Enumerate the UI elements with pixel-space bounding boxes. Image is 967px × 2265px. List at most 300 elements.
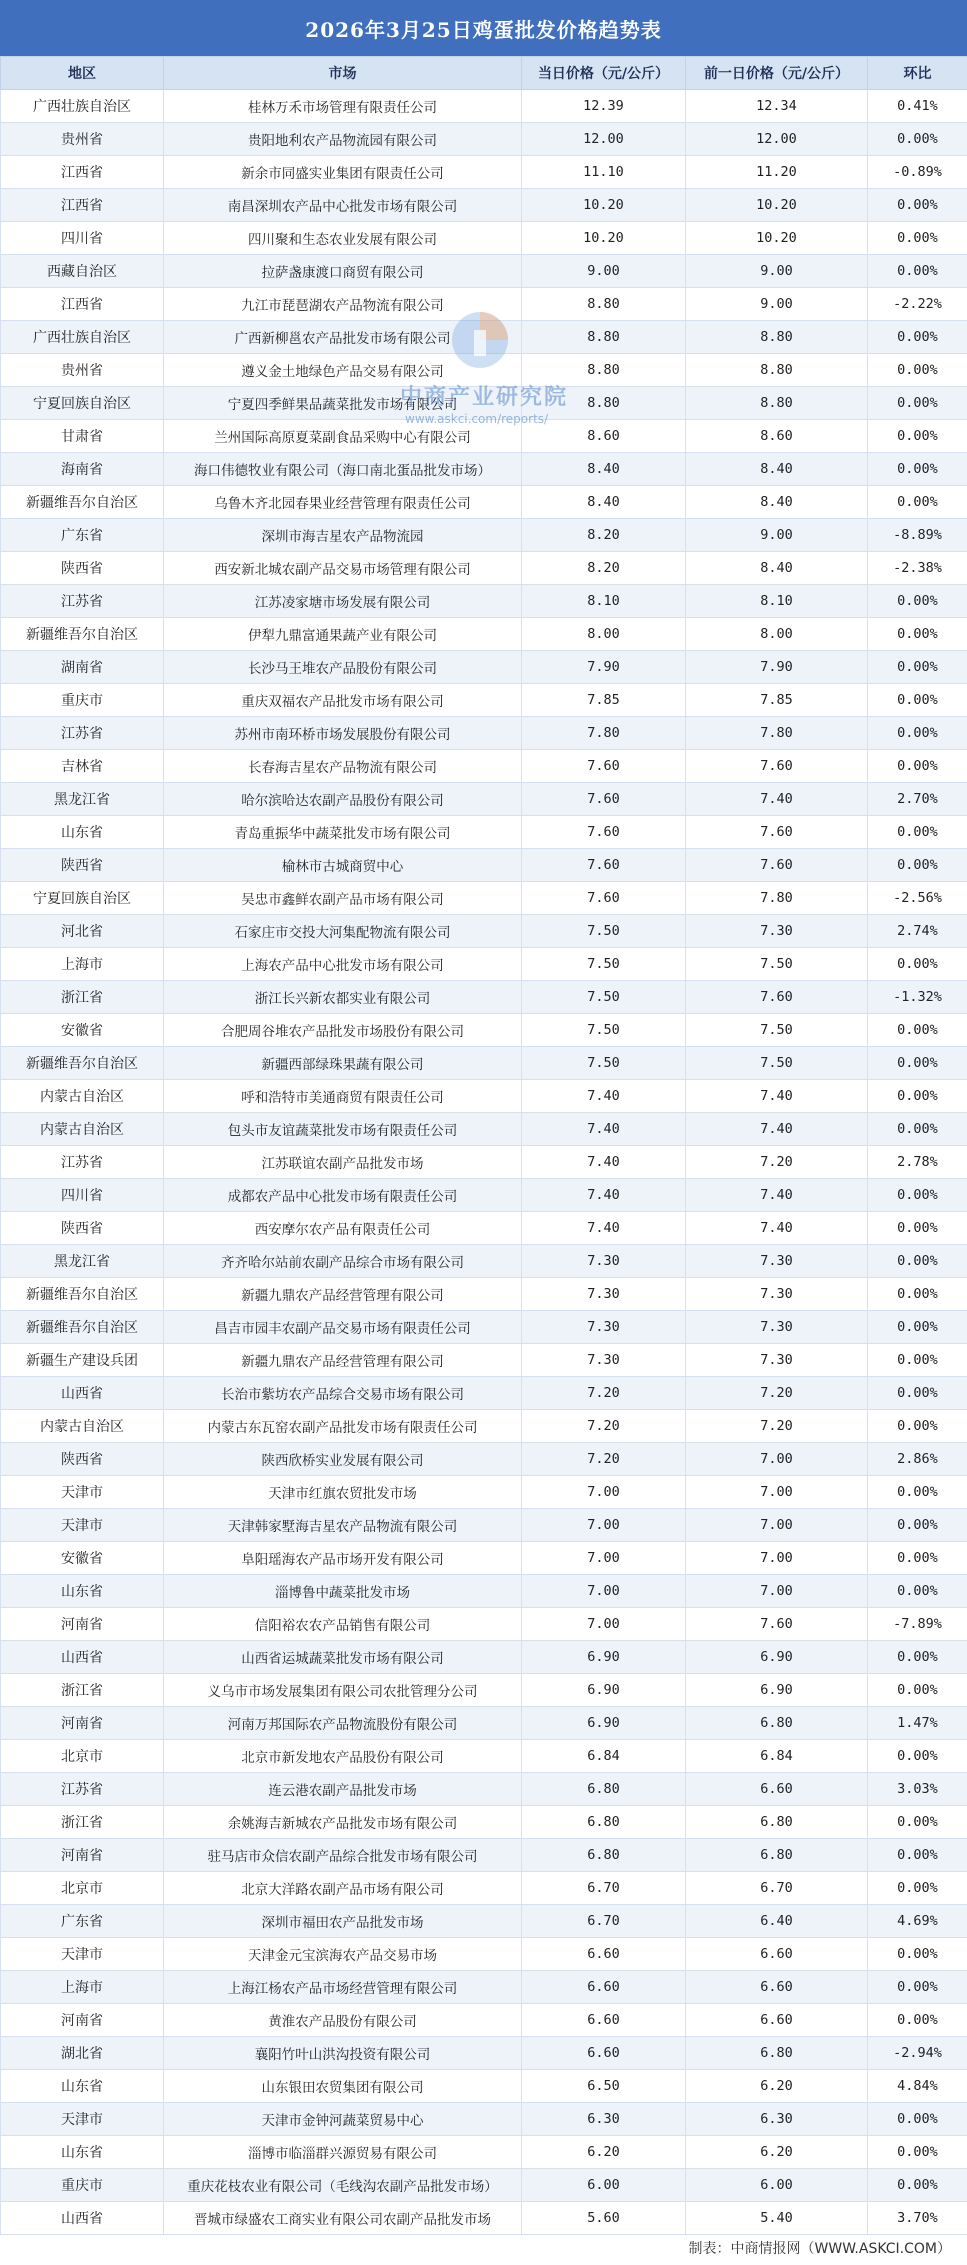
market-cell: 广西新柳邕农产品批发市场有限公司	[164, 321, 522, 354]
previous-price-cell: 6.60	[686, 1938, 868, 1971]
change-cell: 0.00%	[868, 684, 967, 717]
region-cell: 上海市	[1, 1971, 164, 2004]
previous-price-cell: 7.30	[686, 1245, 868, 1278]
region-cell: 四川省	[1, 222, 164, 255]
change-cell: 1.47%	[868, 1707, 967, 1740]
current-price-cell: 8.60	[522, 420, 686, 453]
region-cell: 广东省	[1, 1905, 164, 1938]
previous-price-cell: 7.40	[686, 1212, 868, 1245]
change-cell: -2.38%	[868, 552, 967, 585]
market-cell: 南昌深圳农产品中心批发市场有限公司	[164, 189, 522, 222]
market-cell: 淄博市临淄群兴源贸易有限公司	[164, 2136, 522, 2169]
market-cell: 乌鲁木齐北园春果业经营管理有限责任公司	[164, 486, 522, 519]
change-cell: -0.89%	[868, 156, 967, 189]
previous-price-cell: 6.84	[686, 1740, 868, 1773]
region-cell: 安徽省	[1, 1014, 164, 1047]
previous-price-cell: 7.00	[686, 1509, 868, 1542]
current-price-cell: 7.50	[522, 1014, 686, 1047]
table-row	[1, 882, 967, 915]
previous-price-cell: 10.20	[686, 222, 868, 255]
table-row	[1, 2004, 967, 2037]
region-cell: 河南省	[1, 2004, 164, 2037]
current-price-cell: 6.84	[522, 1740, 686, 1773]
table-row	[1, 1872, 967, 1905]
region-cell: 吉林省	[1, 750, 164, 783]
col-header-region: 地区	[1, 57, 164, 90]
region-cell: 山东省	[1, 1575, 164, 1608]
change-cell: 4.69%	[868, 1905, 967, 1938]
previous-price-cell: 7.50	[686, 948, 868, 981]
region-cell: 内蒙古自治区	[1, 1080, 164, 1113]
current-price-cell: 7.00	[522, 1476, 686, 1509]
watermark-text: 中商产业研究院	[400, 385, 569, 410]
region-cell: 山西省	[1, 2202, 164, 2235]
current-price-cell: 12.39	[522, 90, 686, 123]
region-cell: 内蒙古自治区	[1, 1113, 164, 1146]
current-price-cell: 6.60	[522, 1938, 686, 1971]
previous-price-cell: 11.20	[686, 156, 868, 189]
table-row	[1, 321, 967, 354]
current-price-cell: 7.00	[522, 1575, 686, 1608]
change-cell: 2.74%	[868, 915, 967, 948]
region-cell: 天津市	[1, 1509, 164, 1542]
region-cell: 浙江省	[1, 981, 164, 1014]
current-price-cell: 7.40	[522, 1212, 686, 1245]
col-header-previous-price: 前一日价格（元/公斤）	[686, 57, 868, 90]
previous-price-cell: 7.90	[686, 651, 868, 684]
region-cell: 山东省	[1, 2136, 164, 2169]
current-price-cell: 7.80	[522, 717, 686, 750]
change-cell: 3.70%	[868, 2202, 967, 2235]
current-price-cell: 7.30	[522, 1344, 686, 1377]
current-price-cell: 7.90	[522, 651, 686, 684]
change-cell: -2.22%	[868, 288, 967, 321]
region-cell: 陕西省	[1, 552, 164, 585]
table-row	[1, 453, 967, 486]
change-cell: -2.94%	[868, 2037, 967, 2070]
table-row	[1, 1707, 967, 1740]
change-cell: 3.03%	[868, 1773, 967, 1806]
region-cell: 河北省	[1, 915, 164, 948]
market-cell: 哈尔滨哈达农副产品股份有限公司	[164, 783, 522, 816]
region-cell: 西藏自治区	[1, 255, 164, 288]
region-cell: 新疆维吾尔自治区	[1, 1278, 164, 1311]
table-row	[1, 1938, 967, 1971]
current-price-cell: 7.60	[522, 750, 686, 783]
current-price-cell: 7.30	[522, 1278, 686, 1311]
market-cell: 榆林市古城商贸中心	[164, 849, 522, 882]
source-footer: 制表：中商情报网（WWW.ASKCI.COM）	[688, 2241, 951, 2257]
change-cell: 0.00%	[868, 1575, 967, 1608]
current-price-cell: 7.60	[522, 816, 686, 849]
previous-price-cell: 6.80	[686, 1707, 868, 1740]
previous-price-cell: 6.20	[686, 2136, 868, 2169]
previous-price-cell: 7.30	[686, 1344, 868, 1377]
change-cell: 0.00%	[868, 750, 967, 783]
market-cell: 新疆西部绿珠果蔬有限公司	[164, 1047, 522, 1080]
change-cell: 0.00%	[868, 948, 967, 981]
table-row	[1, 1806, 967, 1839]
market-cell: 天津市红旗农贸批发市场	[164, 1476, 522, 1509]
region-cell: 宁夏回族自治区	[1, 387, 164, 420]
change-cell: 0.00%	[868, 321, 967, 354]
change-cell: 0.00%	[868, 222, 967, 255]
current-price-cell: 8.80	[522, 321, 686, 354]
market-cell: 九江市琵琶湖农产品物流有限公司	[164, 288, 522, 321]
current-price-cell: 9.00	[522, 255, 686, 288]
table-row	[1, 354, 967, 387]
change-cell: 0.00%	[868, 1245, 967, 1278]
change-cell: 0.00%	[868, 1740, 967, 1773]
table-row	[1, 1212, 967, 1245]
table-row	[1, 1245, 967, 1278]
table-row	[1, 1905, 967, 1938]
change-cell: 0.00%	[868, 486, 967, 519]
region-cell: 江苏省	[1, 585, 164, 618]
previous-price-cell: 8.40	[686, 453, 868, 486]
table-row	[1, 1575, 967, 1608]
market-cell: 内蒙古东瓦窑农副产品批发市场有限责任公司	[164, 1410, 522, 1443]
market-cell: 阜阳瑶海农产品市场开发有限公司	[164, 1542, 522, 1575]
market-cell: 西安新北城农副产品交易市场管理有限公司	[164, 552, 522, 585]
current-price-cell: 6.60	[522, 2037, 686, 2070]
current-price-cell: 8.40	[522, 486, 686, 519]
table-header-row	[1, 57, 967, 90]
table-row	[1, 585, 967, 618]
region-cell: 内蒙古自治区	[1, 1410, 164, 1443]
market-cell: 陕西欣桥实业发展有限公司	[164, 1443, 522, 1476]
current-price-cell: 6.20	[522, 2136, 686, 2169]
market-cell: 吴忠市鑫鲜农副产品市场有限公司	[164, 882, 522, 915]
table-body	[1, 90, 967, 2235]
table-row	[1, 552, 967, 585]
change-cell: 0.00%	[868, 453, 967, 486]
previous-price-cell: 6.80	[686, 1839, 868, 1872]
market-cell: 包头市友谊蔬菜批发市场有限责任公司	[164, 1113, 522, 1146]
change-cell: 0.00%	[868, 420, 967, 453]
market-cell: 连云港农副产品批发市场	[164, 1773, 522, 1806]
region-cell: 陕西省	[1, 849, 164, 882]
change-cell: 0.41%	[868, 90, 967, 123]
previous-price-cell: 6.80	[686, 2037, 868, 2070]
current-price-cell: 6.90	[522, 1674, 686, 1707]
table-row	[1, 717, 967, 750]
region-cell: 新疆维吾尔自治区	[1, 486, 164, 519]
table-row	[1, 1509, 967, 1542]
region-cell: 新疆生产建设兵团	[1, 1344, 164, 1377]
change-cell: 0.00%	[868, 1311, 967, 1344]
change-cell: 0.00%	[868, 816, 967, 849]
region-cell: 宁夏回族自治区	[1, 882, 164, 915]
previous-price-cell: 8.00	[686, 618, 868, 651]
previous-price-cell: 6.20	[686, 2070, 868, 2103]
region-cell: 江西省	[1, 156, 164, 189]
change-cell: 0.00%	[868, 651, 967, 684]
current-price-cell: 6.70	[522, 1905, 686, 1938]
previous-price-cell: 7.40	[686, 1179, 868, 1212]
region-cell: 新疆维吾尔自治区	[1, 618, 164, 651]
change-cell: 0.00%	[868, 354, 967, 387]
current-price-cell: 7.20	[522, 1410, 686, 1443]
change-cell: -7.89%	[868, 1608, 967, 1641]
change-cell: 0.00%	[868, 1113, 967, 1146]
region-cell: 海南省	[1, 453, 164, 486]
previous-price-cell: 8.80	[686, 354, 868, 387]
current-price-cell: 6.80	[522, 1773, 686, 1806]
table-row	[1, 156, 967, 189]
market-cell: 江苏凌家塘市场发展有限公司	[164, 585, 522, 618]
region-cell: 重庆市	[1, 684, 164, 717]
previous-price-cell: 7.30	[686, 915, 868, 948]
change-cell: 0.00%	[868, 189, 967, 222]
market-cell: 青岛重振华中蔬菜批发市场有限公司	[164, 816, 522, 849]
region-cell: 湖北省	[1, 2037, 164, 2070]
region-cell: 广西壮族自治区	[1, 321, 164, 354]
table-row	[1, 948, 967, 981]
market-cell: 山西省运城蔬菜批发市场有限公司	[164, 1641, 522, 1674]
table-row	[1, 915, 967, 948]
market-cell: 淄博鲁中蔬菜批发市场	[164, 1575, 522, 1608]
previous-price-cell: 7.00	[686, 1575, 868, 1608]
market-cell: 遵义金土地绿色产品交易有限公司	[164, 354, 522, 387]
change-cell: 0.00%	[868, 1278, 967, 1311]
change-cell: 0.00%	[868, 1872, 967, 1905]
market-cell: 浙江长兴新农都实业有限公司	[164, 981, 522, 1014]
region-cell: 黑龙江省	[1, 783, 164, 816]
table-row	[1, 1377, 967, 1410]
table-row	[1, 981, 967, 1014]
region-cell: 山东省	[1, 2070, 164, 2103]
previous-price-cell: 8.80	[686, 387, 868, 420]
current-price-cell: 7.20	[522, 1443, 686, 1476]
current-price-cell: 8.80	[522, 387, 686, 420]
change-cell: 0.00%	[868, 1047, 967, 1080]
current-price-cell: 7.00	[522, 1509, 686, 1542]
previous-price-cell: 7.20	[686, 1410, 868, 1443]
current-price-cell: 6.60	[522, 1971, 686, 2004]
table-row	[1, 1542, 967, 1575]
region-cell: 天津市	[1, 1476, 164, 1509]
market-cell: 四川聚和生态农业发展有限公司	[164, 222, 522, 255]
change-cell: 0.00%	[868, 1542, 967, 1575]
previous-price-cell: 7.30	[686, 1278, 868, 1311]
previous-price-cell: 8.80	[686, 321, 868, 354]
col-header-change: 环比	[868, 57, 967, 90]
market-cell: 长春海吉星农产品物流有限公司	[164, 750, 522, 783]
market-cell: 呼和浩特市美通商贸有限责任公司	[164, 1080, 522, 1113]
previous-price-cell: 6.90	[686, 1674, 868, 1707]
region-cell: 四川省	[1, 1179, 164, 1212]
table-row	[1, 684, 967, 717]
market-cell: 义乌市市场发展集团有限公司农批管理分公司	[164, 1674, 522, 1707]
change-cell: 2.70%	[868, 783, 967, 816]
change-cell: -1.32%	[868, 981, 967, 1014]
table-row	[1, 1080, 967, 1113]
current-price-cell: 6.60	[522, 2004, 686, 2037]
region-cell: 河南省	[1, 1839, 164, 1872]
current-price-cell: 6.80	[522, 1806, 686, 1839]
current-price-cell: 7.60	[522, 849, 686, 882]
market-cell: 齐齐哈尔站前农副产品综合市场有限公司	[164, 1245, 522, 1278]
table-row	[1, 1971, 967, 2004]
change-cell: 0.00%	[868, 1344, 967, 1377]
change-cell: 0.00%	[868, 123, 967, 156]
previous-price-cell: 7.60	[686, 849, 868, 882]
region-cell: 湖南省	[1, 651, 164, 684]
change-cell: 0.00%	[868, 1476, 967, 1509]
table-row	[1, 1278, 967, 1311]
previous-price-cell: 7.40	[686, 1080, 868, 1113]
current-price-cell: 12.00	[522, 123, 686, 156]
market-cell: 驻马店市众信农副产品综合批发市场有限公司	[164, 1839, 522, 1872]
table-row	[1, 2103, 967, 2136]
market-cell: 兰州国际高原夏菜副食品采购中心有限公司	[164, 420, 522, 453]
current-price-cell: 6.80	[522, 1839, 686, 1872]
change-cell: 0.00%	[868, 1410, 967, 1443]
region-cell: 江苏省	[1, 1773, 164, 1806]
current-price-cell: 7.60	[522, 783, 686, 816]
current-price-cell: 6.00	[522, 2169, 686, 2202]
previous-price-cell: 6.00	[686, 2169, 868, 2202]
table-row	[1, 1773, 967, 1806]
market-cell: 上海江杨农产品市场经营管理有限公司	[164, 1971, 522, 2004]
previous-price-cell: 7.50	[686, 1047, 868, 1080]
market-cell: 天津金元宝滨海农产品交易市场	[164, 1938, 522, 1971]
change-cell: 0.00%	[868, 717, 967, 750]
current-price-cell: 7.00	[522, 1542, 686, 1575]
previous-price-cell: 7.60	[686, 981, 868, 1014]
current-price-cell: 8.80	[522, 354, 686, 387]
market-cell: 重庆双福农产品批发市场有限公司	[164, 684, 522, 717]
region-cell: 重庆市	[1, 2169, 164, 2202]
change-cell: 0.00%	[868, 1674, 967, 1707]
table-row	[1, 2037, 967, 2070]
region-cell: 江西省	[1, 189, 164, 222]
table-row	[1, 2070, 967, 2103]
current-price-cell: 7.20	[522, 1377, 686, 1410]
region-cell: 江西省	[1, 288, 164, 321]
region-cell: 河南省	[1, 1608, 164, 1641]
change-cell: 4.84%	[868, 2070, 967, 2103]
region-cell: 天津市	[1, 1938, 164, 1971]
region-cell: 浙江省	[1, 1674, 164, 1707]
table-row	[1, 387, 967, 420]
region-cell: 陕西省	[1, 1212, 164, 1245]
change-cell: 0.00%	[868, 1938, 967, 1971]
previous-price-cell: 7.60	[686, 1608, 868, 1641]
previous-price-cell: 8.60	[686, 420, 868, 453]
market-cell: 合肥周谷堆农产品批发市场股份有限公司	[164, 1014, 522, 1047]
table-row	[1, 1344, 967, 1377]
region-cell: 贵州省	[1, 354, 164, 387]
change-cell: 2.78%	[868, 1146, 967, 1179]
previous-price-cell: 7.80	[686, 717, 868, 750]
table-row	[1, 1047, 967, 1080]
previous-price-cell: 12.34	[686, 90, 868, 123]
change-cell: 0.00%	[868, 1839, 967, 1872]
previous-price-cell: 7.00	[686, 1443, 868, 1476]
market-cell: 河南万邦国际农产品物流股份有限公司	[164, 1707, 522, 1740]
current-price-cell: 11.10	[522, 156, 686, 189]
current-price-cell: 6.90	[522, 1707, 686, 1740]
table-row	[1, 1476, 967, 1509]
region-cell: 河南省	[1, 1707, 164, 1740]
current-price-cell: 8.20	[522, 552, 686, 585]
table-row	[1, 1839, 967, 1872]
region-cell: 上海市	[1, 948, 164, 981]
change-cell: 0.00%	[868, 255, 967, 288]
current-price-cell: 7.00	[522, 1608, 686, 1641]
current-price-cell: 8.00	[522, 618, 686, 651]
current-price-cell: 7.60	[522, 882, 686, 915]
table-row	[1, 750, 967, 783]
table-row	[1, 123, 967, 156]
change-cell: 0.00%	[868, 387, 967, 420]
table-row	[1, 189, 967, 222]
table-row	[1, 651, 967, 684]
market-cell: 桂林万禾市场管理有限责任公司	[164, 90, 522, 123]
region-cell: 安徽省	[1, 1542, 164, 1575]
market-cell: 天津市金钟河蔬菜贸易中心	[164, 2103, 522, 2136]
market-cell: 昌吉市园丰农副产品交易市场有限责任公司	[164, 1311, 522, 1344]
market-cell: 新疆九鼎农产品经营管理有限公司	[164, 1344, 522, 1377]
col-header-current-price: 当日价格（元/公斤）	[522, 57, 686, 90]
region-cell: 广西壮族自治区	[1, 90, 164, 123]
previous-price-cell: 7.60	[686, 750, 868, 783]
region-cell: 新疆维吾尔自治区	[1, 1311, 164, 1344]
market-cell: 石家庄市交投大河集配物流有限公司	[164, 915, 522, 948]
change-cell: 0.00%	[868, 1377, 967, 1410]
region-cell: 山西省	[1, 1641, 164, 1674]
current-price-cell: 10.20	[522, 222, 686, 255]
table-row	[1, 486, 967, 519]
table-row	[1, 1146, 967, 1179]
previous-price-cell: 6.40	[686, 1905, 868, 1938]
market-cell: 成都农产品中心批发市场有限责任公司	[164, 1179, 522, 1212]
previous-price-cell: 6.80	[686, 1806, 868, 1839]
change-cell: 0.00%	[868, 1080, 967, 1113]
change-cell: 2.86%	[868, 1443, 967, 1476]
current-price-cell: 7.50	[522, 915, 686, 948]
current-price-cell: 7.40	[522, 1080, 686, 1113]
market-cell: 新疆九鼎农产品经营管理有限公司	[164, 1278, 522, 1311]
market-cell: 长治市紫坊农产品综合交易市场有限公司	[164, 1377, 522, 1410]
change-cell: 0.00%	[868, 1014, 967, 1047]
market-cell: 黄淮农产品股份有限公司	[164, 2004, 522, 2037]
market-cell: 北京市新发地农产品股份有限公司	[164, 1740, 522, 1773]
change-cell: 0.00%	[868, 1641, 967, 1674]
table-row	[1, 222, 967, 255]
current-price-cell: 7.50	[522, 981, 686, 1014]
change-cell: 0.00%	[868, 1971, 967, 2004]
market-cell: 西安摩尔农产品有限责任公司	[164, 1212, 522, 1245]
previous-price-cell: 7.30	[686, 1311, 868, 1344]
current-price-cell: 8.20	[522, 519, 686, 552]
table-row	[1, 255, 967, 288]
current-price-cell: 8.40	[522, 453, 686, 486]
current-price-cell: 6.70	[522, 1872, 686, 1905]
previous-price-cell: 6.30	[686, 2103, 868, 2136]
market-cell: 海口伟德牧业有限公司（海口南北蛋品批发市场）	[164, 453, 522, 486]
region-cell: 黑龙江省	[1, 1245, 164, 1278]
egg-price-table	[0, 56, 967, 2235]
current-price-cell: 7.50	[522, 948, 686, 981]
table-row	[1, 1740, 967, 1773]
table-row	[1, 2169, 967, 2202]
market-cell: 长沙马王堆农产品股份有限公司	[164, 651, 522, 684]
current-price-cell: 8.10	[522, 585, 686, 618]
change-cell: -2.56%	[868, 882, 967, 915]
